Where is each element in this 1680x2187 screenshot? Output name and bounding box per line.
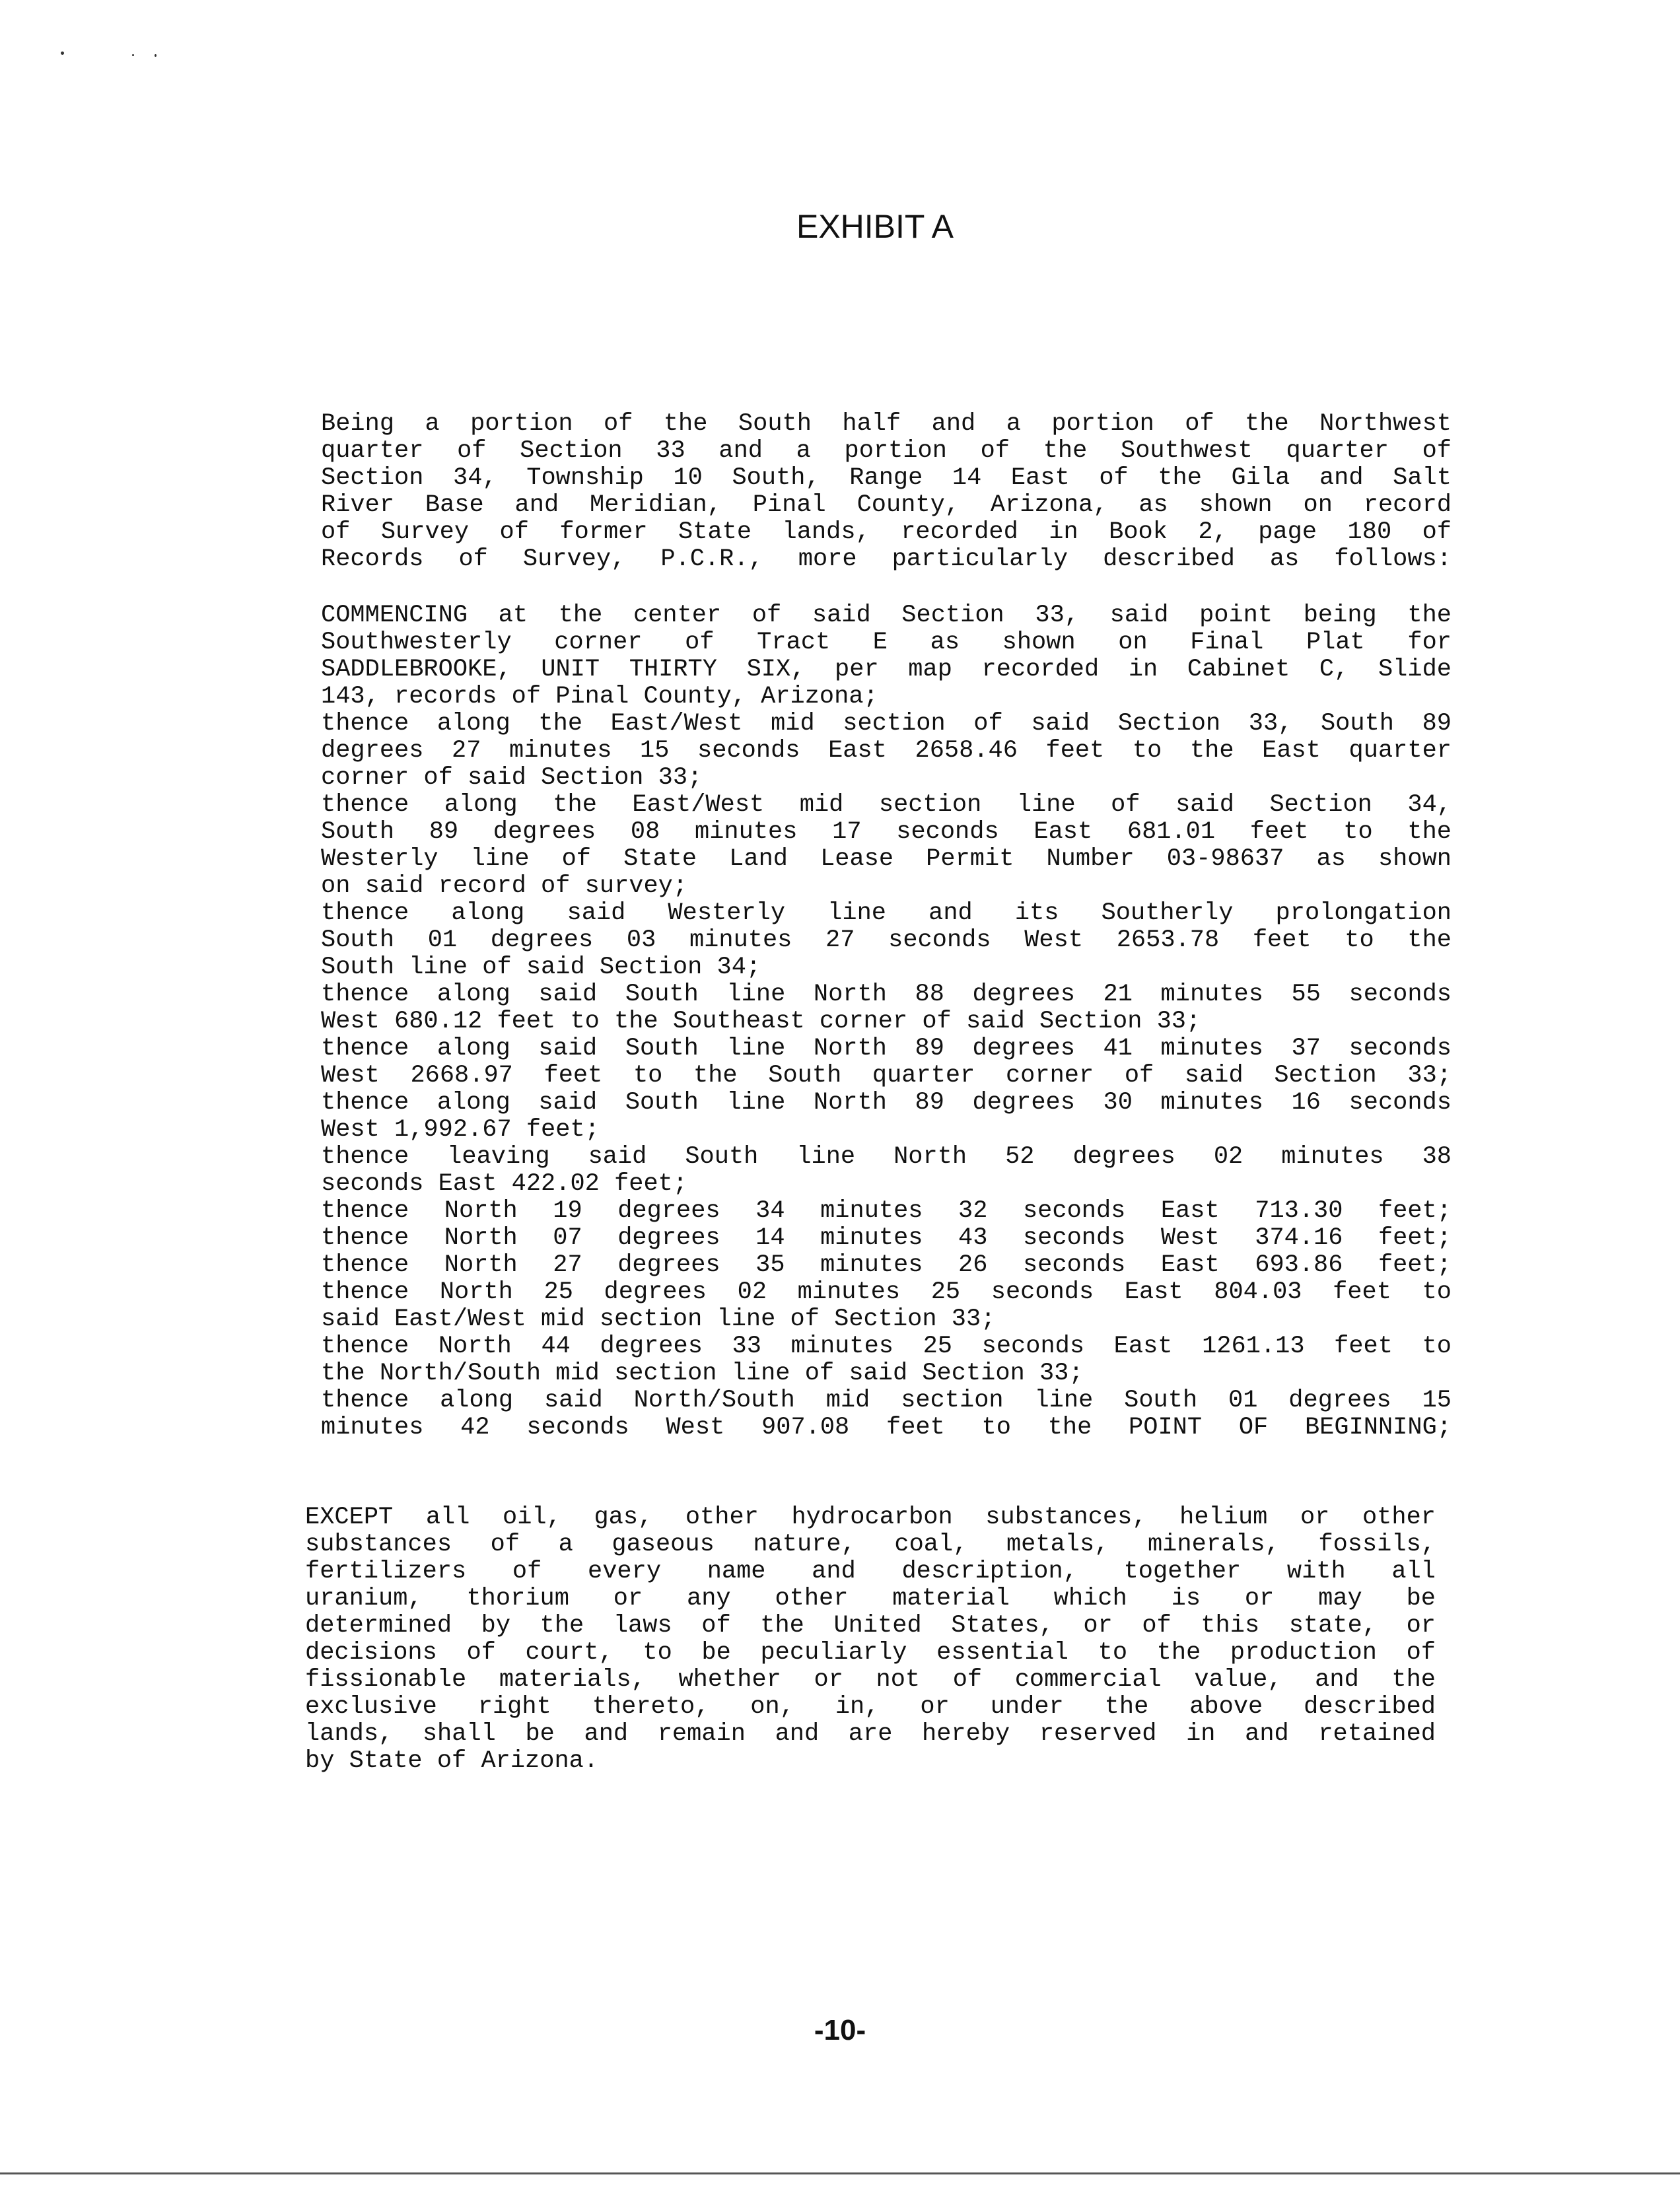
text-line: 143, records of Pinal County, Arizona; (321, 683, 878, 711)
text-line: Westerly line of State Land Lease Permit Number 03-98637 as shown (321, 845, 1452, 873)
text-line: thence North 27 degrees 35 minutes 26 seconds East 693.86 feet; (321, 1251, 1452, 1279)
text-line: COMMENCING at the center of said Section 33, said point being the (321, 602, 1452, 629)
text-line: Being a portion of the South half and a portion of the Northwest (321, 410, 1452, 438)
text-line: thence leaving said South line North 52 degrees 02 minutes 38 (321, 1143, 1452, 1171)
text-line: West 2668.97 feet to the South quarter corner of said Section 33; (321, 1062, 1452, 1090)
text-line: seconds East 422.02 feet; (321, 1170, 688, 1198)
text-line: substances of a gaseous nature, coal, metals, minerals, fossils, (305, 1531, 1436, 1558)
text-line: on said record of survey; (321, 872, 688, 900)
text-line: thence North 25 degrees 02 minutes 25 seconds East 804.03 feet to (321, 1278, 1452, 1306)
text-line: Southwesterly corner of Tract E as shown on Final Plat for (321, 629, 1452, 656)
footer-divider (0, 2172, 1680, 2174)
text-line: degrees 27 minutes 15 seconds East 2658.46 feet to the East quarter (321, 737, 1452, 765)
text-line: thence along the East/West mid section of said Section 33, South 89 (321, 710, 1452, 738)
text-line: fissionable materials, whether or not of commercial value, and the (305, 1666, 1436, 1694)
text-line: South 89 degrees 08 minutes 17 seconds East 681.01 feet to the (321, 818, 1452, 846)
text-line: thence North 44 degrees 33 minutes 25 seconds East 1261.13 feet to (321, 1333, 1452, 1360)
text-line: West 1,992.67 feet; (321, 1116, 600, 1144)
text-line: South 01 degrees 03 minutes 27 seconds West 2653.78 feet to the (321, 926, 1452, 954)
text-line: thence along said North/South mid section line South 01 degrees 15 (321, 1387, 1452, 1414)
text-line: uranium, thorium or any other material which is or may be (305, 1585, 1436, 1613)
text-line: of Survey of former State lands, recorded in Book 2, page 180 of (321, 518, 1452, 546)
text-line: Section 34, Township 10 South, Range 14 East of the Gila and Salt (321, 464, 1452, 492)
text-line: thence North 19 degrees 34 minutes 32 seconds East 713.30 feet; (321, 1197, 1452, 1225)
text-line: determined by the laws of the United States, or of this state, or (305, 1612, 1436, 1640)
page-number: -10- (814, 2014, 866, 2046)
text-line: West 680.12 feet to the Southeast corner of said Section 33; (321, 1008, 1201, 1035)
text-line: EXCEPT all oil, gas, other hydrocarbon substances, helium or other (305, 1504, 1436, 1531)
text-line: by State of Arizona. (305, 1747, 599, 1775)
scan-speck (132, 54, 134, 56)
text-line: South line of said Section 34; (321, 954, 761, 981)
description-paragraph (321, 411, 1452, 573)
exception-paragraph (305, 1504, 1436, 1775)
text-line: fertilizers of every name and description, together with all (305, 1558, 1436, 1585)
text-line: exclusive right thereto, on, in, or under the above described (305, 1693, 1436, 1721)
scan-speck (61, 52, 64, 55)
text-line: thence along said South line North 89 degrees 41 minutes 37 seconds (321, 1035, 1452, 1062)
scan-speck (155, 54, 157, 57)
text-line: said East/West mid section line of Section 33; (321, 1305, 996, 1333)
text-line: thence along the East/West mid section line of said Section 34, (321, 791, 1452, 819)
text-line: thence along said South line North 88 degrees 21 minutes 55 seconds (321, 981, 1452, 1008)
text-line: thence along said South line North 89 degrees 30 minutes 16 seconds (321, 1089, 1452, 1117)
text-line: quarter of Section 33 and a portion of the Southwest quarter of (321, 437, 1452, 465)
text-line: corner of said Section 33; (321, 764, 703, 792)
text-line: the North/South mid section line of said Section 33; (321, 1360, 1084, 1387)
text-line: thence North 07 degrees 14 minutes 43 seconds West 374.16 feet; (321, 1224, 1452, 1252)
exhibit-title: EXHIBIT A (796, 208, 954, 245)
courses-paragraph (321, 602, 1452, 1441)
text-line: thence along said Westerly line and its Southerly prolongation (321, 899, 1452, 927)
text-line: River Base and Meridian, Pinal County, Arizona, as shown on record (321, 491, 1452, 519)
text-line: SADDLEBROOKE, UNIT THIRTY SIX, per map recorded in Cabinet C, Slide (321, 656, 1452, 683)
text-line: lands, shall be and remain and are hereby reserved in and retained (305, 1720, 1436, 1748)
text-line: minutes 42 seconds West 907.08 feet to the POINT OF BEGINNING; (321, 1414, 1452, 1441)
text-line: decisions of court, to be peculiarly essential to the production of (305, 1639, 1436, 1667)
text-line: Records of Survey, P.C.R., more particularly described as follows: (321, 545, 1452, 573)
